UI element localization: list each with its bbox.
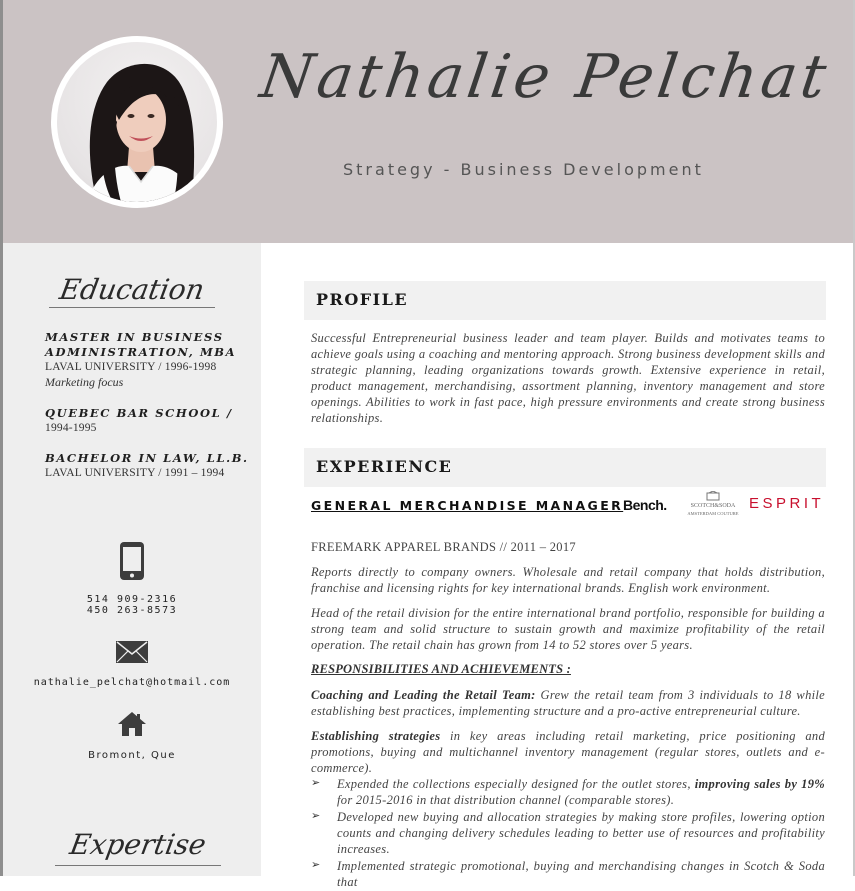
education-entry — [45, 330, 255, 390]
email-block — [3, 677, 261, 688]
education-school: 1994-1995 — [45, 422, 97, 434]
company-line: FREEMARK APPAREL BRANDS // 2011 – 2017 — [311, 540, 576, 554]
bullet-text: Expended the collections especially designed for the outlet stores, — [337, 777, 695, 791]
education-entry — [45, 451, 255, 481]
strategies-paragraph — [311, 728, 825, 776]
experience-section-bar — [304, 448, 826, 487]
profile-photo-frame — [51, 36, 223, 208]
resume-header — [3, 0, 853, 243]
bullet-text: Implemented strategic promotional, buying and merchandising changes in Scotch & Soda that — [337, 859, 825, 889]
mail-icon — [116, 641, 148, 663]
achievements-list — [311, 776, 825, 891]
strategies-lead: Establishing strategies — [311, 729, 441, 743]
profile-photo — [57, 42, 217, 202]
phone-number-1: 514 909-2316 — [86, 594, 178, 605]
education-heading: Education — [57, 273, 207, 306]
coaching-lead: Coaching and Leading the Retail Team: — [311, 688, 536, 702]
bullet-text-end: for 2015-2016 in that distribution channel (comparable stores). — [337, 793, 675, 807]
home-icon — [117, 711, 147, 737]
phone-numbers — [3, 594, 261, 616]
bullet-highlight: improving sales by 19% — [694, 777, 825, 791]
location-block — [3, 750, 261, 761]
list-item — [311, 809, 825, 857]
list-item — [311, 858, 825, 890]
expertise-rule — [55, 865, 221, 866]
location-text: Bromont, Que — [88, 750, 176, 761]
profile-heading: PROFILE — [316, 290, 409, 309]
phone-icon-wrap — [3, 541, 261, 581]
home-icon-wrap — [3, 711, 261, 737]
scotch-logo-subtitle: AMSTERDAM COUTURE — [687, 511, 739, 516]
mail-icon-wrap — [3, 641, 261, 663]
left-sidebar — [3, 243, 261, 876]
email-address[interactable]: nathalie_pelchat@hotmail.com — [33, 677, 231, 688]
coaching-text: Grew the retail team from 3 individuals to 18 while establishing best practices, implementing structure and a pro-active entrepreneurial culture. — [311, 688, 826, 718]
phone-number-2: 450 263-8573 — [86, 605, 178, 616]
scotch-logo-name: SCOTCH&SODA — [690, 503, 736, 509]
experience-heading: EXPERIENCE — [316, 457, 453, 476]
esprit-logo: ESPRIT — [749, 495, 825, 512]
experience-para-1: Reports directly to company owners. Wholesale and retail company that holds distribution, franchise and licensing rights for key international brands. English work environment. — [311, 565, 825, 595]
scotch-soda-logo — [685, 491, 741, 517]
coaching-paragraph — [311, 687, 825, 719]
arrow-bullet-icon: ➢ — [311, 776, 321, 789]
education-note: Marketing focus — [45, 375, 124, 389]
strategies-text: in key areas including retail marketing, price positioning and promotions, buying and multichannel inventory management (regular stores, outlets and e-commerce). — [311, 729, 825, 775]
profile-section-bar — [304, 281, 826, 320]
bench-logo: Bench. — [623, 497, 667, 513]
education-entry — [45, 406, 255, 436]
experience-para-2: Head of the retail division for the entire international brand portfolio, responsible for building a strong team and solid structure to sustain growth and maximize profitability of the retail operation. The retail chain has grown from 14 to 52 stores over 5 years. — [311, 606, 825, 652]
candidate-name: Nathalie Pelchat — [256, 42, 835, 112]
education-degree: BACHELOR IN LAW, LL.B. — [45, 451, 249, 465]
portrait-illustration-icon — [57, 42, 217, 202]
education-school: LAVAL UNIVERSITY / 1996-1998 — [45, 361, 217, 373]
education-degree: MASTER IN BUSINESS ADMINISTRATION, MBA — [45, 330, 237, 359]
arrow-bullet-icon: ➢ — [311, 858, 321, 871]
scotch-crest-icon — [706, 491, 720, 501]
education-school: LAVAL UNIVERSITY / 1991 – 1994 — [45, 467, 225, 479]
arrow-bullet-icon: ➢ — [311, 809, 321, 822]
expertise-heading: Expertise — [67, 828, 209, 861]
education-degree: QUEBEC BAR SCHOOL / — [45, 406, 233, 420]
bullet-text: Developed new buying and allocation strategies by making store profiles, lowering option counts and changing delivery schedules leading to better use of resources and profitability increases. — [337, 810, 825, 856]
responsibilities-heading: RESPONSIBILITIES AND ACHIEVEMENTS : — [311, 662, 571, 676]
profile-text: Successful Entrepreneurial business leader and team player. Builds and motivates teams to achieve goals using a coaching and mentoring approach. Strong business development skills and strategic planning, leading organizations towards growth. Extensive experience in retail, product management, merchandising, assortment planning, inventory management and store openings. Abilities to work in fast pace, high pressure environments and create strong business relationships. — [311, 331, 825, 425]
main-content — [261, 243, 853, 889]
education-rule — [49, 307, 215, 308]
list-item — [311, 776, 825, 808]
candidate-subtitle: Strategy - Business Development — [343, 160, 704, 179]
job-title: GENERAL MERCHANDISE MANAGER — [311, 498, 624, 513]
phone-icon — [119, 541, 145, 581]
